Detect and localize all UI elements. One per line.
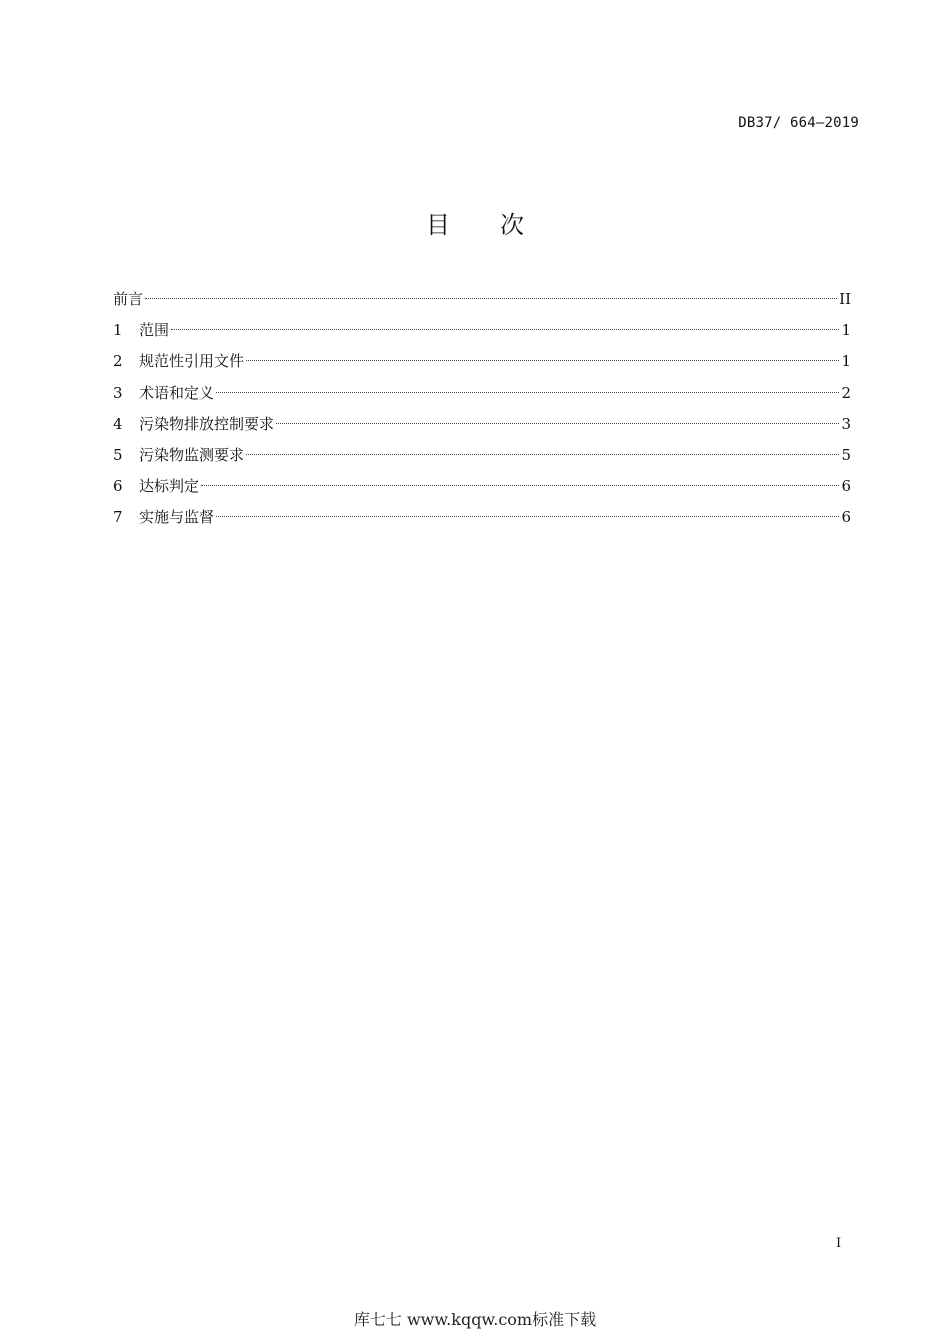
document-code: DB37/ 664—2019: [738, 115, 859, 131]
toc-entry-number: 3: [113, 383, 123, 402]
toc-entry-5[interactable]: [113, 440, 851, 471]
toc-entry-page: 2: [841, 383, 851, 402]
toc-dot-leader: [216, 516, 839, 517]
toc-entry-number: 4: [113, 414, 123, 433]
page-number: I: [836, 1236, 842, 1251]
table-of-contents: [113, 284, 851, 534]
toc-entry-foreword[interactable]: [113, 284, 851, 315]
toc-entry-label: 达标判定: [139, 477, 200, 496]
toc-entry-3[interactable]: [113, 378, 851, 409]
toc-entry-label: 污染物监测要求: [139, 445, 245, 464]
toc-entry-2[interactable]: [113, 346, 851, 377]
title-char-left: 目: [426, 211, 450, 239]
toc-entry-page: 1: [841, 352, 851, 371]
toc-dot-leader: [246, 454, 839, 455]
toc-entry-label: 规范性引用文件: [139, 352, 245, 371]
toc-dot-leader: [145, 298, 837, 299]
toc-entry-page: II: [839, 290, 851, 308]
toc-entry-label: 实施与监督: [139, 508, 215, 527]
toc-entry-page: 5: [841, 445, 851, 464]
toc-entry-6[interactable]: [113, 471, 851, 502]
toc-entry-number: 2: [113, 352, 123, 371]
toc-dot-leader: [276, 423, 839, 424]
toc-entry-number: 7: [113, 508, 123, 527]
page-title: [0, 205, 950, 240]
toc-entry-page: 1: [841, 321, 851, 340]
toc-entry-page: 3: [841, 414, 851, 433]
toc-entry-number: 5: [113, 445, 123, 464]
toc-entry-1[interactable]: [113, 315, 851, 346]
toc-entry-7[interactable]: [113, 502, 851, 533]
title-char-right: 次: [500, 211, 524, 239]
toc-dot-leader: [246, 360, 839, 361]
toc-entry-label: 前言: [113, 290, 144, 308]
toc-dot-leader: [171, 329, 839, 330]
toc-entry-label: 术语和定义: [139, 383, 215, 402]
toc-dot-leader: [216, 392, 839, 393]
footer-watermark: 库七七 www.kqqw.com标准下载: [353, 1310, 597, 1329]
toc-entry-4[interactable]: [113, 409, 851, 440]
toc-dot-leader: [201, 485, 839, 486]
toc-entry-label: 范围: [139, 321, 170, 340]
toc-entry-page: 6: [841, 477, 851, 496]
toc-entry-number: 6: [113, 477, 123, 496]
toc-entry-page: 6: [841, 508, 851, 527]
toc-entry-number: 1: [113, 321, 123, 340]
toc-entry-label: 污染物排放控制要求: [139, 414, 275, 433]
